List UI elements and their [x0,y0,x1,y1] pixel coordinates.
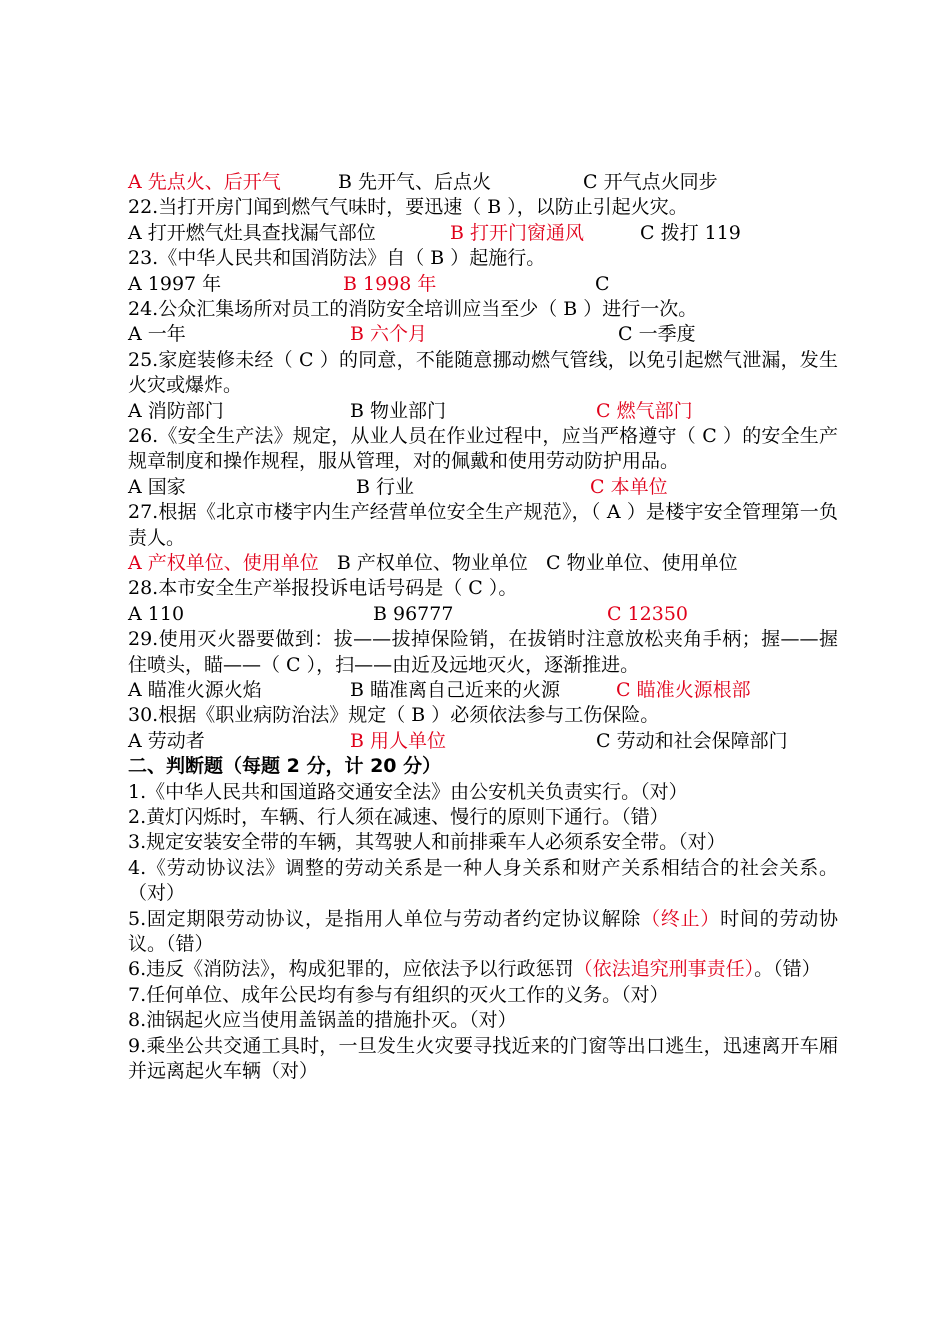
document-page [128,170,838,1084]
judgment-6-text: 6.违反《消防法》，构成犯罪的，应依法予以行政惩罚 [128,958,574,981]
q26-option-c: C 本单位 [590,475,668,498]
q25-stem: 25.家庭装修未经（ C ）的同意，不能随意挪动燃气管线，以免引起燃气泄漏，发生火灾或爆炸。 [128,348,838,397]
q22-stem: 22.当打开房门闻到燃气气味时，要迅速（ B ），以防止引起火灾。 [128,196,688,219]
q22-options [128,221,838,246]
q30-option-c: C 劳动和社会保障部门 [596,729,788,752]
judgment-item-8: 8.油锅起火应当使用盖锅盖的措施扑灭。（对） [128,1009,517,1032]
q29-option-b: B 瞄准离自己近来的火源 [350,678,561,701]
q21-option-a: A 先点火、后开气 [128,171,281,193]
q26-option-a: A 国家 [128,475,186,498]
judgment-item-5 [128,907,838,958]
q27-option-c: C 物业单位、使用单位 [546,551,738,574]
q23-option-b: B 1998 年 [343,272,437,295]
judgment-5-correction: （终止） [641,907,721,930]
q24-option-c: C 一季度 [618,323,696,346]
q29-options [128,678,838,703]
q21-options [128,170,838,195]
q30-stem: 30.根据《职业病防治法》规定（ B ）必须依法参与工伤保险。 [128,704,660,727]
q24-option-b: B 六个月 [350,323,428,346]
judgment-item-2: 2.黄灯闪烁时，车辆、行人须在减速、慢行的原则下通行。（错） [128,805,669,828]
q26-option-b: B 行业 [356,475,415,498]
q29-option-c: C 瞄准火源根部 [616,678,751,701]
q28-options [128,602,838,627]
judgment-6-correction: （依法追究刑事责任） [573,958,755,981]
q24-options [128,322,838,347]
judgment-item-6 [128,957,838,982]
q26-options [128,475,838,500]
q26-stem: 26.《安全生产法》规定，从业人员在作业过程中，应当严格遵守（ C ）的安全生产规章制度和操作规程，服从管理，对的佩戴和使用劳动防护用品。 [128,424,838,473]
q29-stem: 29.使用灭火器要做到：拔——拔掉保险销，在拔销时注意放松夹角手柄；握——握住喷头，瞄——（ C ），扫——由近及远地灭火，逐渐推进。 [128,628,838,676]
q30-option-b: B 用人单位 [350,729,447,752]
q21-option-c: C 开气点火同步 [583,171,718,193]
q27-option-a: A 产权单位、使用单位 [128,551,319,574]
judgment-6-text-end: 。（错） [754,958,821,981]
q25-option-b: B 物业部门 [350,399,447,422]
q30-option-a: A 劳动者 [128,729,205,752]
judgment-item-9: 9.乘坐公共交通工具时，一旦发生火灾要寻找近来的门窗等出口逃生，迅速离开车厢并远离起火车辆（对） [128,1034,838,1082]
q24-option-a: A 一年 [128,323,186,346]
q25-options [128,399,838,424]
q27-options [128,551,838,576]
q30-options [128,729,838,754]
q21-option-b: B 先开气、后点火 [338,171,492,193]
q23-stem: 23.《中华人民共和国消防法》自（ B ）起施行。 [128,247,546,270]
q27-stem: 27.根据《北京市楼宇内生产经营单位安全生产规范》，（ A ）是楼宇安全管理第一负责人。 [128,501,838,549]
q22-option-a: A 打开燃气灶具查找漏气部位 [128,221,376,244]
q28-option-a: A 110 [128,602,185,625]
q22-option-c: C 拨打 119 [640,221,741,244]
q29-option-a: A 瞄准火源火焰 [128,678,262,701]
q23-options [128,272,838,297]
judgment-5-text: 5.固定期限劳动协议，是指用人单位与劳动者约定协议解除 [128,907,642,930]
judgment-item-3: 3.规定安装安全带的车辆，其驾驶人和前排乘车人必须系安全带。（对） [128,831,726,854]
q23-option-a: A 1997 年 [128,272,222,295]
q27-option-b: B 产权单位、物业单位 [336,551,528,574]
q28-option-c: C 12350 [607,602,689,625]
section-title-judgment: 二、判断题（每题 2 分，计 20 分） [128,755,442,778]
q25-option-c: C 燃气部门 [596,399,693,422]
q22-option-b: B 打开门窗通风 [450,221,585,244]
q28-option-b: B 96777 [373,602,454,625]
judgment-item-4: 4.《劳动协议法》调整的劳动关系是一种人身关系和财产关系相结合的社会关系。（对） [128,856,838,905]
q24-stem: 24.公众汇集场所对员工的消防安全培训应当至少（ B ）进行一次。 [128,297,698,320]
judgment-5-text-end: 时间的劳动协议。（错） [128,907,838,955]
judgment-item-7: 7.任何单位、成年公民均有参与有组织的灭火工作的义务。（对） [128,983,669,1006]
q28-stem: 28.本市安全生产举报投诉电话号码是（ C ）。 [128,577,518,600]
q23-option-c: C [595,272,610,295]
judgment-item-1: 1.《中华人民共和国道路交通安全法》由公安机关负责实行。（对） [128,780,688,803]
q25-option-a: A 消防部门 [128,399,224,422]
